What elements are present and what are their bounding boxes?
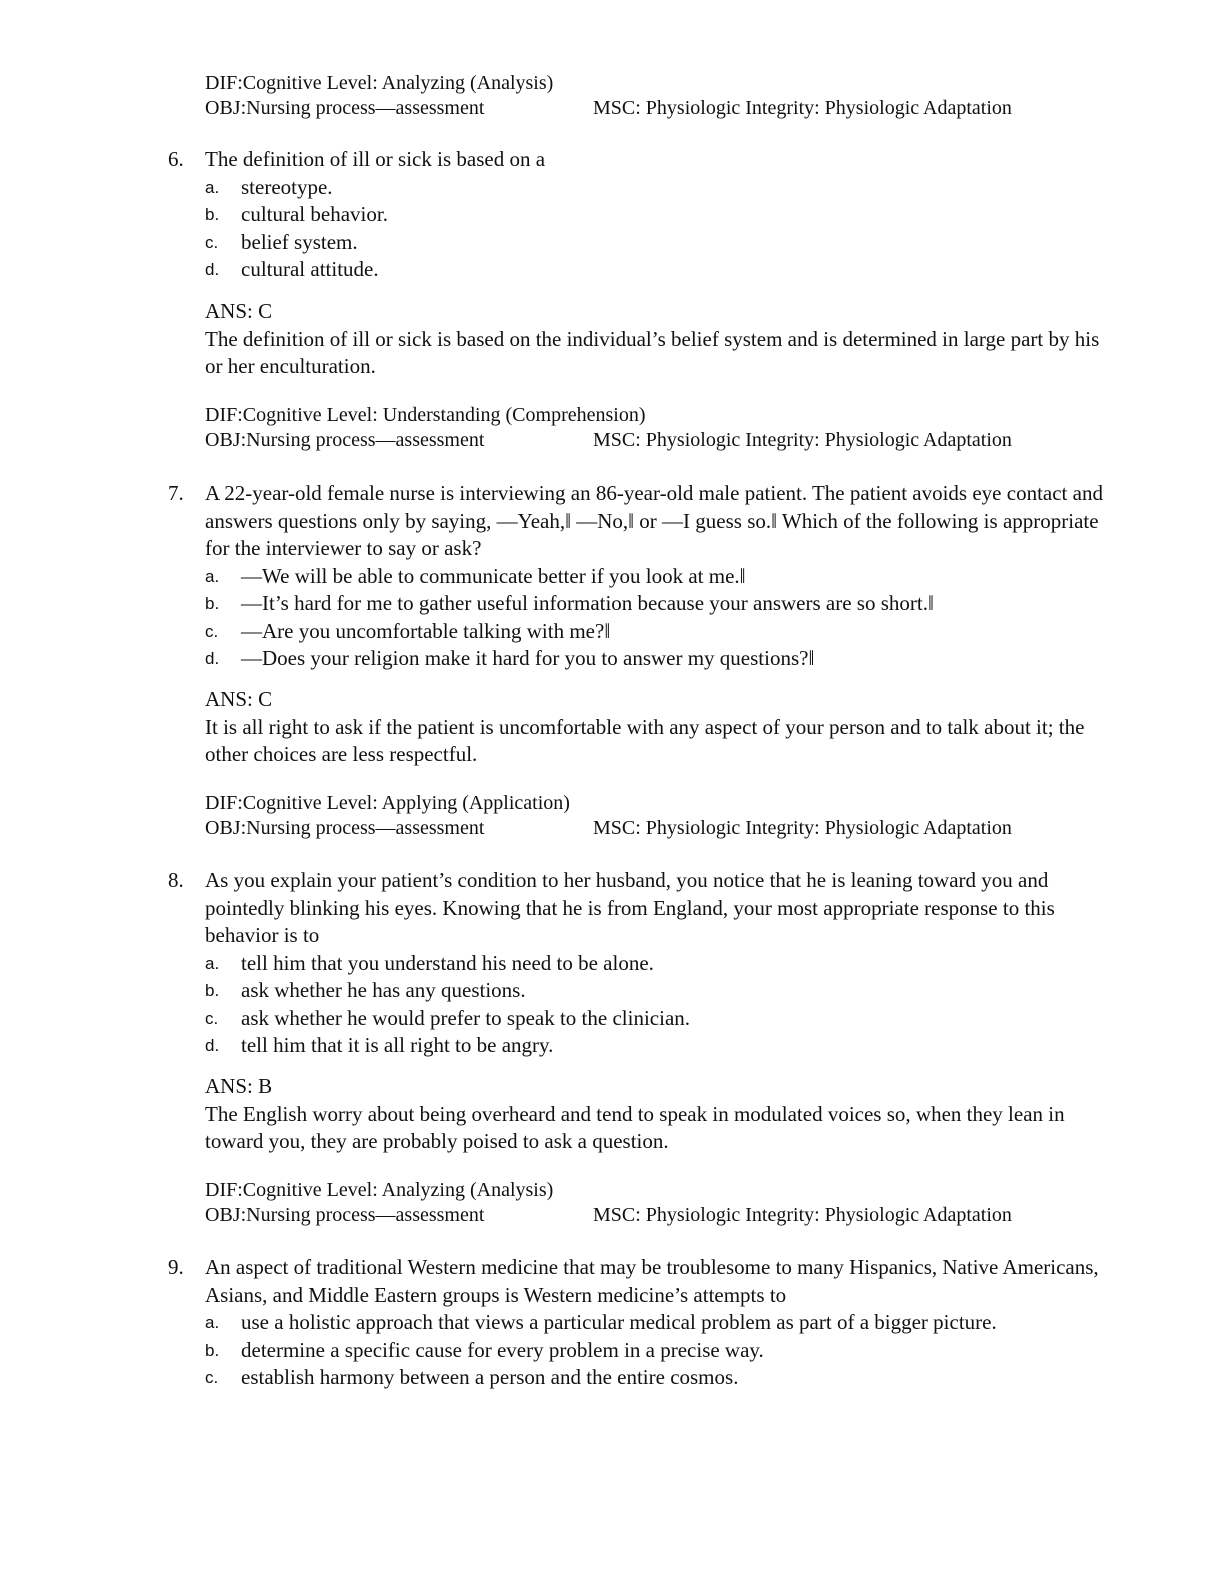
option-letter: a.: [205, 953, 220, 973]
msc-line: MSC: Physiologic Integrity: Physiologic Adaptation: [593, 817, 1012, 839]
option-b: [168, 201, 1108, 229]
option-letter: b.: [205, 1340, 220, 1360]
option-c: [168, 229, 1108, 257]
metadata-7: [205, 791, 1012, 841]
option-letter: b.: [205, 981, 220, 1000]
option-text: use a holistic approach that views a particular medical problem as part of a bigger picture.: [241, 1310, 997, 1334]
option-text: cultural attitude.: [241, 257, 379, 281]
option-a: [168, 950, 1108, 978]
option-text: ask whether he has any questions.: [241, 978, 526, 1002]
metadata-6: [205, 403, 1012, 453]
question-stem: The definition of ill or sick is based on a: [205, 147, 546, 171]
question-number: 6.: [168, 147, 184, 171]
option-letter: c.: [205, 1008, 219, 1028]
dif-line: DIF:Cognitive Level: Analyzing (Analysis): [205, 72, 554, 94]
option-a: [168, 1309, 1108, 1337]
option-b: [168, 977, 1108, 1005]
option-text: tell him that you understand his need to be alone.: [241, 950, 654, 975]
dif-line: DIF:Cognitive Level: Analyzing (Analysis): [205, 1179, 554, 1201]
option-text: cultural behavior.: [241, 202, 388, 226]
option-b: [168, 1337, 1108, 1365]
option-text: stereotype.: [241, 174, 333, 199]
option-text: ―It’s hard for me to gather useful information because your answers are so short.‖: [241, 591, 934, 615]
option-text: establish harmony between a person and the entire cosmos.: [241, 1365, 739, 1389]
answer-label: ANS: B: [205, 1074, 273, 1098]
question-9: [168, 1254, 1108, 1392]
dif-line: DIF:Cognitive Level: Understanding (Comprehension): [205, 404, 646, 426]
answer-rationale: The English worry about being overheard and tend to speak in modulated voices so, when they lean in toward you, they are probably poised to ask a question.: [205, 1101, 1065, 1153]
answer-block-8: [205, 1073, 1105, 1156]
question-7: [168, 480, 1108, 673]
option-letter: a.: [205, 177, 220, 197]
option-letter: b.: [205, 594, 220, 613]
option-letter: d.: [205, 649, 220, 668]
answer-block-6: [205, 298, 1105, 381]
obj-line: OBJ:Nursing process—assessment: [205, 817, 485, 839]
metadata-8: [205, 1178, 1012, 1228]
option-text: ―We will be able to communicate better if you look at me.‖: [241, 563, 746, 588]
obj-line: OBJ:Nursing process—assessment: [205, 97, 485, 119]
question-number: 8.: [168, 868, 184, 892]
question-stem: A 22-year-old female nurse is interviewing an 86-year-old male patient. The patient avoids eye contact and answers questions only by saying, ―Yeah,‖ ―No,‖ or ―I guess so.‖ Which of the following is appropriate for the interviewer to say or ask?: [205, 481, 1103, 560]
option-a: [168, 563, 1108, 591]
option-c: [168, 1005, 1108, 1033]
question-stem: An aspect of traditional Western medicine that may be troublesome to many Hispanics, Native Americans, Asians, and Middle Eastern groups is Western medicine’s attempts to: [205, 1255, 1099, 1307]
option-b: [168, 590, 1108, 618]
obj-line: OBJ:Nursing process—assessment: [205, 429, 485, 451]
option-c: [168, 1364, 1108, 1392]
option-text: belief system.: [241, 229, 358, 254]
option-a: [168, 174, 1108, 202]
option-letter: a.: [205, 1313, 220, 1332]
option-letter: c.: [205, 1368, 219, 1387]
answer-rationale: The definition of ill or sick is based on the individual’s belief system and is determined in large part by his or her enculturation.: [205, 326, 1100, 378]
obj-line: OBJ:Nursing process—assessment: [205, 1204, 485, 1226]
option-text: ask whether he would prefer to speak to the clinician.: [241, 1005, 691, 1030]
option-letter: c.: [205, 232, 219, 252]
question-stem: As you explain your patient’s condition to her husband, you notice that he is leaning toward you and pointedly blinking his eyes. Knowing that he is from England, your most appropriate response to this behavior is to: [205, 868, 1055, 947]
option-c: [168, 618, 1108, 646]
option-d: [168, 1032, 1108, 1060]
option-text: ―Are you uncomfortable talking with me?‖: [241, 618, 611, 643]
option-letter: d.: [205, 260, 220, 279]
answer-rationale: It is all right to ask if the patient is uncomfortable with any aspect of your person and to talk about it; the other choices are less respectful.: [205, 714, 1085, 766]
option-letter: c.: [205, 621, 219, 641]
option-d: [168, 645, 1108, 673]
option-text: ―Does your religion make it hard for you to answer my questions?‖: [241, 646, 815, 670]
answer-label: ANS: C: [205, 299, 273, 323]
question-6: [168, 146, 1108, 284]
option-d: [168, 256, 1108, 284]
top-metadata: [205, 71, 1012, 121]
msc-line: MSC: Physiologic Integrity: Physiologic Adaptation: [593, 1204, 1012, 1226]
answer-label: ANS: C: [205, 687, 273, 711]
msc-line: MSC: Physiologic Integrity: Physiologic Adaptation: [593, 97, 1012, 119]
answer-block-7: [205, 686, 1105, 769]
option-text: tell him that it is all right to be angry.: [241, 1033, 554, 1057]
msc-line: MSC: Physiologic Integrity: Physiologic Adaptation: [593, 429, 1012, 451]
question-8: [168, 867, 1108, 1060]
option-letter: d.: [205, 1036, 220, 1055]
dif-line: DIF:Cognitive Level: Applying (Application): [205, 792, 570, 814]
question-number: 7.: [168, 481, 184, 505]
option-letter: b.: [205, 205, 220, 224]
question-number: 9.: [168, 1255, 184, 1279]
option-letter: a.: [205, 566, 220, 586]
option-text: determine a specific cause for every problem in a precise way.: [241, 1337, 764, 1362]
